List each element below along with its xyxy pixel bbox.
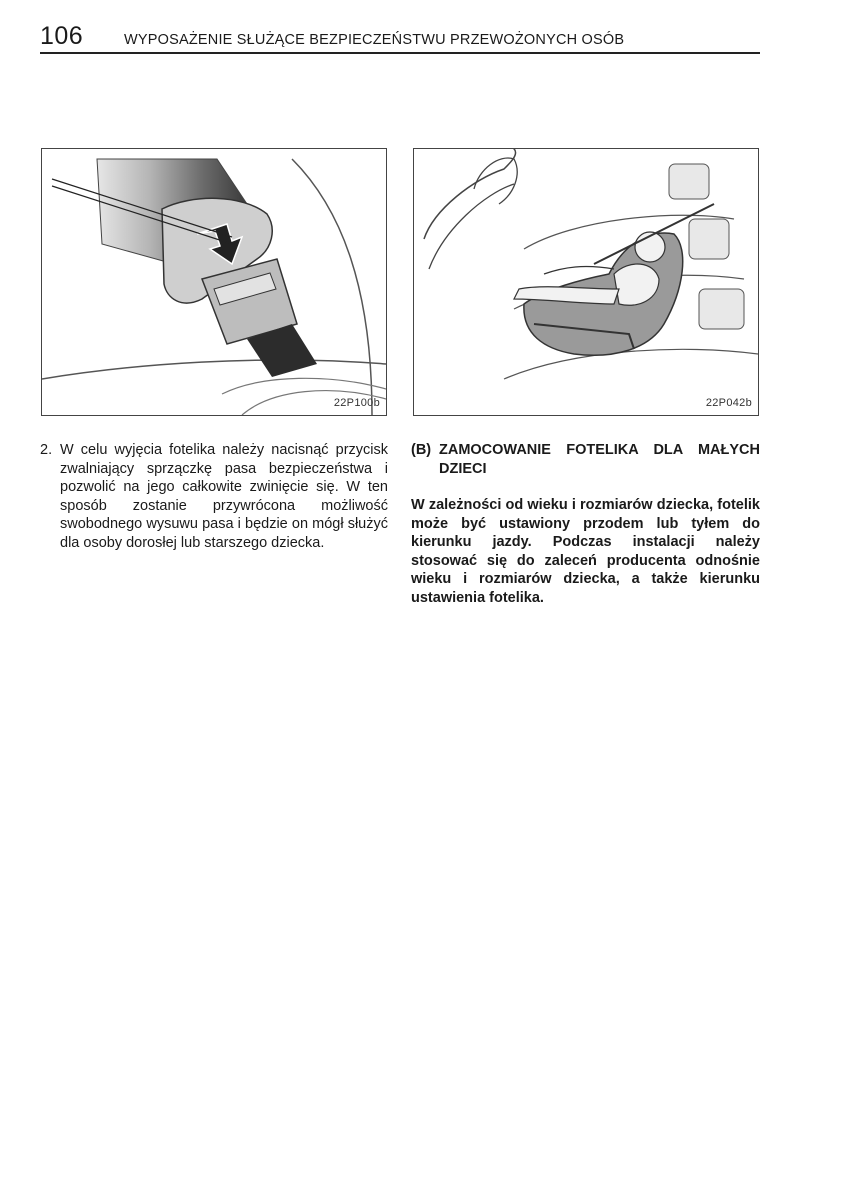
section-label: (B) — [411, 442, 432, 458]
section-body: W zależności od wieku i rozmiarów dziecka, fotelik może być ustawiony przodem lub tyłem do kierunku jazdy. Podczas instalacji należy stosować się do zaleceń producenta odnośnie wieku i rozmiarów dziecka, a także kierunku ustawienia fotelika. — [411, 497, 760, 606]
figure-code: 22P042b — [705, 397, 752, 409]
step-number: 2. — [40, 442, 53, 458]
belt-buckle-illustration — [42, 149, 386, 415]
figure-child-seat — [413, 148, 759, 416]
instruction-column — [40, 441, 388, 552]
page-number: 106 — [40, 22, 84, 50]
figure-belt-buckle — [41, 148, 387, 416]
page-header — [40, 22, 760, 54]
figure-code: 22P100b — [333, 397, 380, 409]
running-title: WYPOSAŻENIE SŁUŻĄCE BEZPIECZEŃSTWU PRZEWOŻONYCH OSÓB — [124, 32, 625, 48]
section-title: ZAMOCOWANIE FOTELIKA DLA MAŁYCH DZIECI — [439, 442, 760, 477]
instruction-step — [40, 441, 388, 552]
step-text: W celu wyjęcia fotelika należy nacisnąć przycisk zwalniający sprzączkę pasa bezpieczeństwa i pozwolić na jego całkowite zwinięcie się. W ten sposób zostanie przywrócona możliwość swobodnego wysuwu pasa i będzie on mógł służyć dla osoby dorosłej lub starszego dziecka. — [60, 442, 388, 551]
child-seat-illustration — [414, 149, 758, 415]
section-heading — [411, 441, 760, 478]
section-column — [411, 441, 760, 607]
